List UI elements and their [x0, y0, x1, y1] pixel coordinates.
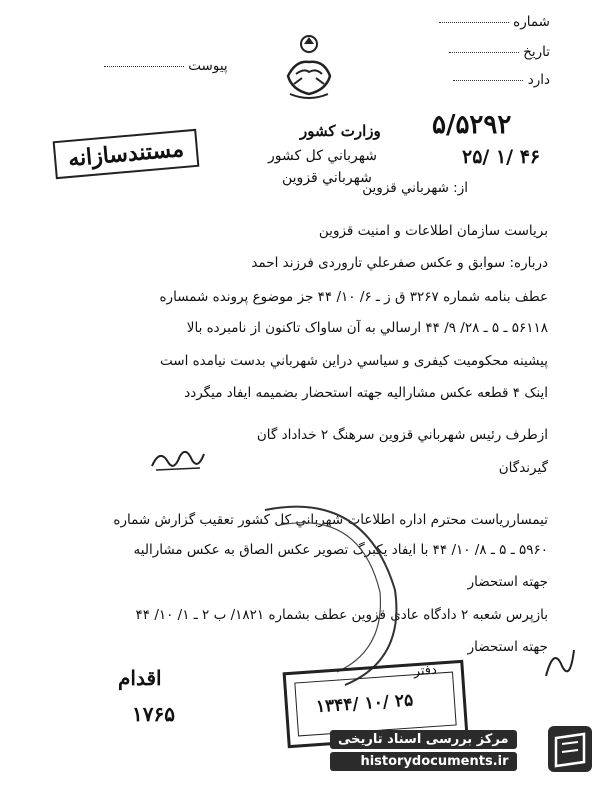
attachment-blank: [453, 80, 523, 81]
reference-date: ۲۵/ ۱/ ۴۶: [462, 146, 541, 168]
signature-icon: [148, 444, 208, 474]
number-label: شماره: [513, 14, 550, 30]
registration-stamp-title: دفتر: [413, 662, 438, 680]
lion-and-sun-emblem-icon: [278, 32, 340, 104]
to-line: بریاست سازمان اطلاعات و امنیت قزوين: [318, 223, 548, 239]
circular-seal-icon: [225, 480, 415, 690]
number-blank: [439, 22, 509, 23]
paragraph-line-4: اينک ۴ قطعه عکس مشارالیه جهته استحضار بضمیمه ایفاد میگردد: [184, 385, 548, 401]
ministry-title: وزارت کشور: [300, 122, 381, 140]
date-label: تاریخ: [523, 44, 550, 60]
attachment-label: دارد: [527, 72, 550, 88]
office-line-1: شهرباني کل کشور: [268, 148, 377, 164]
archive-logo-icon: [546, 724, 594, 774]
registration-stamp-date: ۱۳۴۴/ ۱۰/ ۲۵: [315, 690, 414, 718]
from-line: از: شهرباني قزوين: [362, 180, 468, 196]
paragraph-line-2: ۵۶۱۱۸ ـ ۵ ـ ۲۸/ ۹/ ۴۴ ارسالي به آن ساواک تاکنون از نامبرده بالا: [186, 320, 548, 336]
enclosure-label: پیوست: [188, 58, 228, 74]
classification-stamp-text: مستندسازانه: [67, 135, 185, 173]
classification-stamp: [53, 129, 200, 179]
signatory-line: ازطرف رئیس شهرباني قزوين سرهنگ ۲ خداداد گان: [256, 427, 548, 443]
cc-line-5: جهته استحضار: [467, 639, 548, 655]
watermark: [330, 728, 517, 771]
paragraph-line-3: پیشینه محکومیت کیفری و سیاسي دراین شهرباني بدست نیامده است: [160, 353, 548, 369]
paragraph-line-1: عطف بنامه شماره ۳۲۶۷ ق ز ـ ۶/ ۱۰/ ۴۴ جز موضوع پرونده شمساره: [159, 289, 548, 305]
watermark-name: مرکز بررسی اسناد تاریخی: [330, 730, 517, 749]
attachment-field: [447, 72, 550, 88]
subject-line: درباره: سوابق و عکس صفرعلي تاروردی فرزند احمد: [251, 255, 548, 271]
date-blank: [449, 52, 519, 53]
enclosure-blank: [104, 66, 184, 67]
watermark-url: historydocuments.ir: [330, 752, 517, 771]
cc-line-1: تیمسارریاست محترم اداره اطلاعات شهرباني کل کشور تعقیب گزارش شماره: [113, 512, 548, 528]
recipients-label: گیرندگان: [498, 460, 548, 476]
cc-line-3: جهته استحضار: [467, 574, 548, 590]
number-field: [433, 14, 550, 30]
reference-number: ۵/۵۲۹۲: [432, 110, 512, 140]
handwritten-action-note: اقدام: [118, 666, 162, 690]
margin-scribble-icon: [540, 636, 580, 686]
cc-line-2: ۵۹۶۰ ـ ۵ ـ ۸/ ۱۰/ ۴۴ با ایفاد یکبرگ تصویر عکس الصاق به عکس مشارالیه: [133, 542, 548, 558]
date-field: [443, 44, 550, 60]
enclosure-field: [98, 58, 228, 74]
office-line-2: شهرباني قزوين: [282, 170, 372, 186]
handwritten-number-note: ۱۷۶۵: [132, 702, 175, 726]
cc-line-4: بازپرس شعبه ۲ دادگاه عادی قزوين عطف بشماره ۱۸۲۱/ ب ۲ ـ ۱/ ۱۰/ ۴۴: [135, 607, 548, 623]
